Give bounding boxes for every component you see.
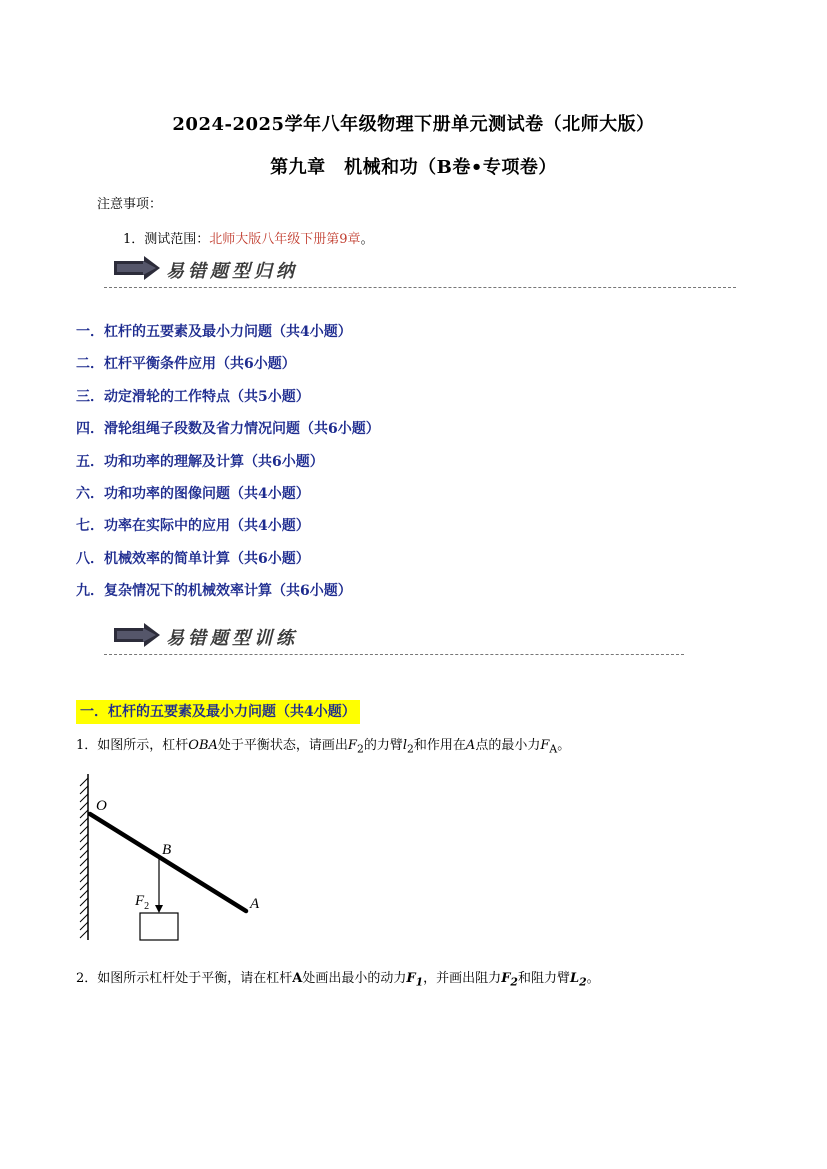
label-a: A [250,896,260,912]
force-arrow [155,905,163,913]
topic-item[interactable]: 八．机械效率的简单计算（共6小题） [76,550,310,567]
topic-item[interactable]: 五．功和功率的理解及计算（共6小题） [76,453,324,470]
divider [104,287,736,288]
section-heading: 一．杠杆的五要素及最小力问题（共4小题） [76,700,360,724]
label-o: O [96,798,107,814]
test-scope [123,228,374,247]
arrow-right-icon [114,623,164,647]
question-2: 2．如图所示杠杆处于平衡，请在杠杆A处画出最小的动力$F_1$，并画出阻力$F_2$和阻力臂$L_2$。 [76,971,600,989]
scope-suffix: 。 [360,232,374,247]
weight-block [140,913,178,940]
topic-item[interactable]: 四．滑轮组绳子段数及省力情况问题（共6小题） [76,421,380,438]
topic-item[interactable]: 二．杠杆平衡条件应用（共6小题） [76,356,296,373]
lever-bar [90,814,246,911]
wall [80,774,88,940]
divider [104,654,684,655]
label-b: B [162,842,172,858]
page-title: 2024-2025学年八年级物理下册单元测试卷（北师大版） [172,114,655,135]
question-1: 1．如图所示，杠杆OBA处于平衡状态，请画出$F_2$的力臂$l_2$和作用在A点的最小力$F_A$。 [76,738,571,756]
label-f2: $F_2$ [135,893,150,912]
scope-value: 北师大版八年级下册第9章 [209,232,361,247]
lever-diagram [74,768,274,948]
topic-item[interactable]: 六．功和功率的图像问题（共4小题） [76,485,310,502]
topic-item[interactable]: 三．动定滑轮的工作特点（共5小题） [76,388,310,405]
chapter-subtitle: 第九章 机械和功（B卷•专项卷） [270,157,557,178]
topic-item[interactable]: 一．杠杆的五要素及最小力问题（共4小题） [76,324,352,340]
arrow-right-icon [114,256,164,280]
scope-prefix: 1．测试范围： [123,232,210,247]
summary-banner [104,254,736,288]
topic-item[interactable]: 九．复杂情况下的机械效率计算（共6小题） [76,583,352,600]
training-banner-text: 易错题型训练 [166,628,298,649]
topic-list [76,321,380,613]
topic-item[interactable]: 七．功率在实际中的应用（共4小题） [76,518,310,535]
notice-label: 注意事项： [97,197,163,212]
summary-banner-text: 易错题型归纳 [166,261,298,282]
training-banner [104,621,684,655]
